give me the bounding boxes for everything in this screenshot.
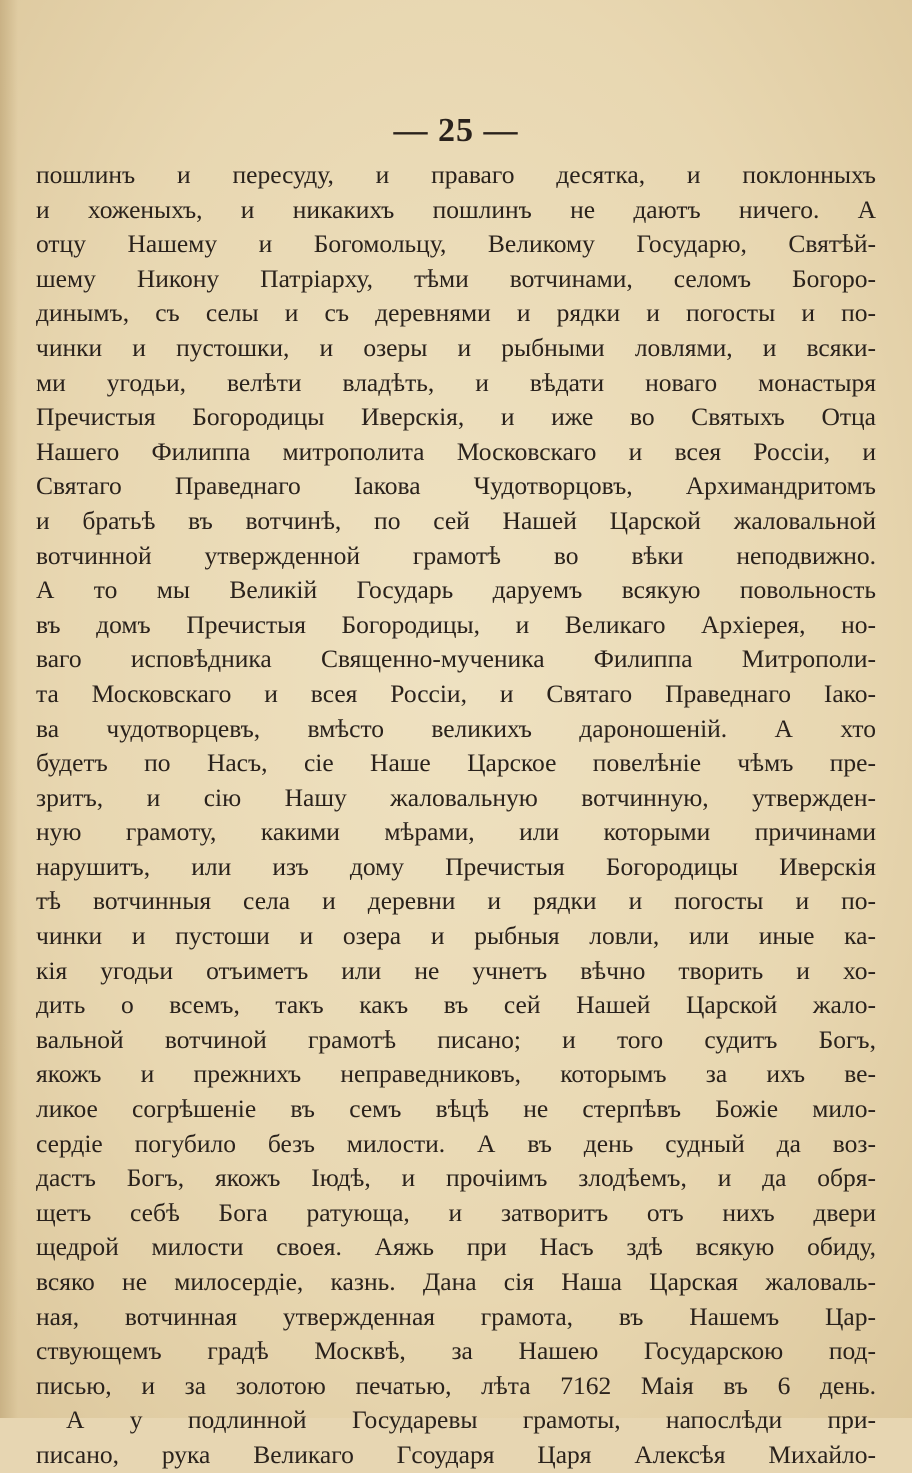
text-line: ваго исповѣдника Священно-мученика Филиппа Митрополи-: [36, 644, 876, 674]
text-line: вотчинной утвержденной грамотѣ во вѣки неподвижно.: [36, 540, 876, 570]
text-line: ная, вотчинная утвержденная грамота, въ Нашемъ Цар-: [36, 1301, 876, 1331]
text-line: вальной вотчиной грамотѣ писано; и того судитъ Богъ,: [36, 1024, 876, 1054]
text-line: щетъ себѣ Бога ратующа, и затворитъ отъ нихъ двери: [36, 1197, 876, 1227]
body-text: [36, 158, 876, 1473]
text-line: и братьѣ въ вотчинѣ, по сей Нашей Царской жаловальной: [36, 505, 876, 535]
text-line: сердіе погубило безъ милости. А въ день судный да воз-: [36, 1128, 876, 1158]
text-line: въ домъ Пречистыя Богородицы, и Великаго Архіерея, но-: [36, 609, 876, 639]
text-line: ствующемъ градѣ Москвѣ, за Нашею Государскою под-: [36, 1336, 876, 1366]
text-line: будетъ по Насъ, сіе Наше Царское повелѣніе чѣмъ пре-: [36, 748, 876, 778]
text-line: зритъ, и сію Нашу жаловальную вотчинную, утвержден-: [36, 782, 876, 812]
text-line: пошлинъ и пересуду, и праваго десятка, и поклонныхъ: [36, 160, 876, 189]
text-line: дить о всемъ, такъ какъ въ сей Нашей Царской жало-: [36, 990, 876, 1020]
text-line: дастъ Богъ, якожъ Іюдѣ, и прочіимъ злодѣемъ, и да обря-: [36, 1163, 876, 1193]
text-line: Святаго Праведнаго Іакова Чудотворцовъ, Архимандритомъ: [36, 471, 876, 501]
text-line: и хоженыхъ, и никакихъ пошлинъ не даютъ ничего. А: [36, 194, 876, 224]
text-line: чинки и пустошки, и озеры и рыбными ловлями, и всяки-: [36, 332, 876, 362]
text-line: Нашего Филиппа митрополита Московскаго и всея Россіи, и: [36, 436, 876, 466]
text-line: всяко не милосердіе, казнь. Дана сія Наша Царская жаловаль-: [36, 1267, 876, 1296]
text-line: писью, и за золотою печатью, лѣта 7162 Маія въ 6 день.: [36, 1370, 876, 1400]
text-line: ва чудотворцевъ, вмѣсто великихъ дароношеній. А хто: [36, 713, 876, 743]
text-line: нарушитъ, или изъ дому Пречистыя Богородицы Иверскія: [36, 851, 876, 881]
page-number: — 25 —: [393, 112, 519, 149]
text-line: писано, рука Великаго Гсоударя Царя Алексѣя Михайло-: [36, 1439, 876, 1469]
text-line: кія угодьи отъиметъ или не учнетъ вѣчно творить и хо-: [36, 955, 876, 985]
text-line: щедрой милости своея. Аяжь при Насъ здѣ всякую обиду,: [36, 1232, 876, 1262]
text-line: чинки и пустоши и озера и рыбныя ловли, или иные ка-: [36, 921, 876, 951]
text-line: шему Никону Патріарху, тѣми вотчинами, селомъ Богоро-: [36, 263, 876, 293]
text-line: отцу Нашему и Богомольцу, Великому Государю, Святѣй-: [36, 229, 876, 259]
text-line: та Московскаго и всея Россіи, и Святаго Праведнаго Іако-: [36, 678, 876, 708]
text-line: ликое согрѣшеніе въ семъ вѣцѣ не стерпѣвъ Божіе мило-: [36, 1094, 876, 1124]
text-line: ми угодьи, велѣти владѣть, и вѣдати новаго монастыря: [36, 367, 876, 397]
text-line: А у подлинной Государевы грамоты, напослѣди при-: [66, 1405, 876, 1435]
text-line: А то мы Великій Государь даруемъ всякую повольность: [36, 575, 876, 605]
text-line: динымъ, съ селы и съ деревнями и рядки и погосты и по-: [36, 298, 876, 328]
text-line: тѣ вотчинныя села и деревни и рядки и погосты и по-: [36, 886, 876, 916]
text-line: ную грамоту, какими мѣрами, или которыми причинами: [36, 817, 876, 847]
text-line: Пречистыя Богородицы Иверскія, и иже во Святыхъ Отца: [36, 402, 876, 432]
text-line: якожъ и прежнихъ неправедниковъ, которымъ за ихъ ве-: [36, 1059, 876, 1089]
